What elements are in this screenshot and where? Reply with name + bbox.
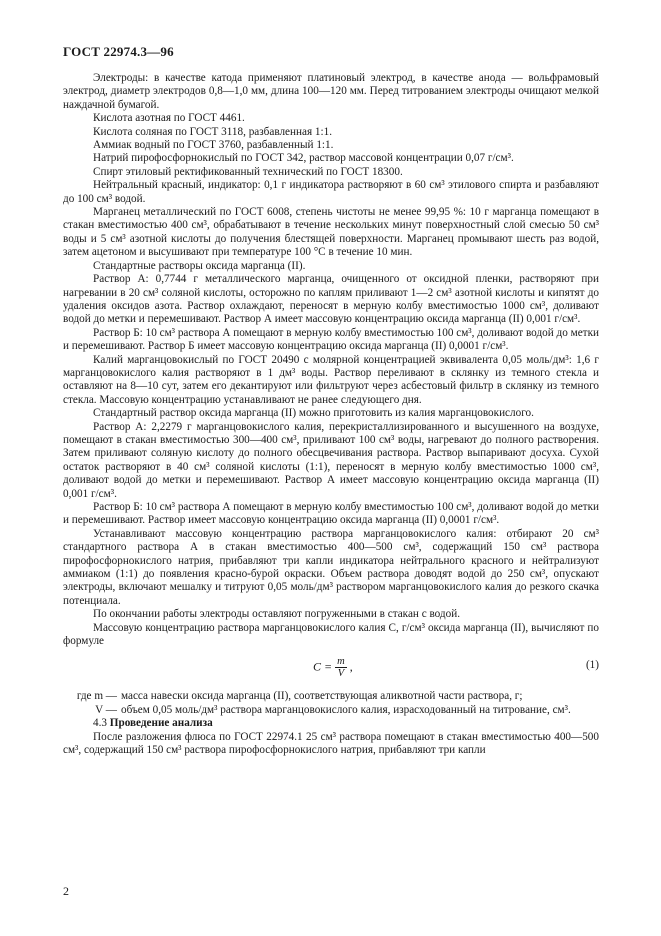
definition-text: объем 0,05 моль/дм³ раствора марганцовокислого калия, израсходованный на титрование, см³. <box>121 703 571 716</box>
paragraph: Устанавливают массовую концентрацию раствора марганцовокислого калия: отбирают 20 см³ стандартного раствора А в стакан вместимостью 400—500 см³, содержащий 150 см³ раствора пирофосфорнокислого натрия, прибавляют три капли индикатора нейтрального красного и нейтрализуют аммиаком (1:1) до появления красно-бурой окраски. Объем раствора доводят водой до 250 см³, опускают электроды, включают мешалку и титруют 0,05 моль/дм³ раствором марганцовокислого калия до резкого скачка потенциала. <box>63 527 599 607</box>
section-number: 4.3 <box>93 717 107 730</box>
paragraph: Раствор А: 2,2279 г марганцовокислого калия, перекристаллизированного и высушенного на воздухе, помещают в стакан вместимостью 300—400 см³, приливают 100 см³ воды, нагревают до полного растворения. Затем приливают соляную кислоту до полного обесцвечивания раствора. Раствор выпаривают досуха. Сухой остаток растворяют в 40 см³ соляной кислоты (1:1), переносят в мерную колбу вместимостью 1000 см³, доливают водой до метки и перемешивают. Раствор А имеет массовую концентрацию оксида марганца (II) 0,001 г/см³. <box>63 420 599 500</box>
paragraph: Калий марганцовокислый по ГОСТ 20490 с молярной концентрацией эквивалента 0,05 моль/дм³: 1,6 г марганцовокислого калия растворяют в 1 дм³ воды. Раствор переливают в склянку из темного стекла и оставляют на 8—10 сут, затем его декантируют или фильтруют через асбестовый фильтр в склянку из темного стекла. Массовую концентрацию устанавливают не ранее следующего дня. <box>63 353 599 406</box>
paragraph: Нейтральный красный, индикатор: 0,1 г индикатора растворяют в 60 см³ этилового спирта и разбавляют до 100 см³ водой. <box>63 179 599 205</box>
paragraph: Электроды: в качестве катода применяют платиновый электрод, в качестве анода — вольфрамовый электрод, диаметр электродов 0,8—1,0 мм, длина 100—120 мм. Перед титрованием электроды очищают мелкой наждачной бумагой. <box>63 72 599 111</box>
formula <box>313 656 353 679</box>
document-header: ГОСТ 22974.3—96 <box>63 44 174 59</box>
definition-row <box>63 704 599 717</box>
paragraph: Стандартный раствор оксида марганца (II) можно приготовить из калия марганцовокислого. <box>93 407 534 420</box>
equation-number: (1) <box>585 659 599 672</box>
paragraph: Массовую концентрацию раствора марганцовокислого калия С, г/см³ оксида марганца (II), вычисляют по формуле <box>63 621 599 648</box>
formula-lhs: C = <box>313 659 333 674</box>
formula-numerator: m <box>337 656 345 668</box>
paragraph: Раствор Б: 10 см³ раствора А помещают в мерную колбу вместимостью 100 см³, доливают водой до метки и перемешивают. Раствор имеет массовую концентрацию оксида марганца (II) 0,0001 г/см³. <box>63 501 599 527</box>
paragraph: Раствор Б: 10 см³ раствора А помещают в мерную колбу вместимостью 100 см³, доливают водой до метки и перемешивают. Раствор Б имеет массовую концентрацию оксида марганца (II) 0,0001 г/см³. <box>63 326 599 353</box>
definition-key: V — <box>95 703 117 716</box>
formula-denominator: V <box>337 668 345 680</box>
document-body <box>63 72 599 758</box>
definition-key: где m — <box>76 690 117 703</box>
formula-tail: , <box>349 659 353 674</box>
paragraph: Спирт этиловый ректификованный технический по ГОСТ 18300. <box>93 165 403 178</box>
variable-definitions <box>63 690 599 717</box>
page-number: 2 <box>63 884 69 898</box>
paragraph: Раствор А: 0,7744 г металлического марганца, очищенного от оксидной пленки, растворяют при нагревании в 20 см³ соляной кислоты, осторожно по каплям приливают 1—2 см³ азотной кислоты и кипятят до удаления оксидов азота. Раствор охлаждают, переносят в мерную колбу вместимостью 1000 см³, доливают водой до метки и перемешивают. Раствор А имеет массовую концентрацию оксида марганца (II) 0,001 г/см³. <box>63 273 599 326</box>
paragraph: Натрий пирофосфорнокислый по ГОСТ 342, раствор массовой концентрации 0,07 г/см³. <box>93 152 514 165</box>
paragraph: Марганец металлический по ГОСТ 6008, степень чистоты не менее 99,95 %: 10 г марганца помещают в стакан вместимостью 400 см³, обрабатывают в течение нескольких минут поверхностный слой смесью 50 см³ воды и 5 см³ азотной кислоты до получения блестящей поверхности. Марганец промывают шесть раз водой, затем ацетоном и высушивают при температуре 100 °С в течение 10 мин. <box>63 206 599 259</box>
definition-row <box>63 690 599 703</box>
paragraph: Стандартные растворы оксида марганца (II). <box>93 259 306 272</box>
paragraph: Кислота азотная по ГОСТ 4461. <box>93 112 245 125</box>
section-title: Проведение анализа <box>109 717 213 730</box>
definition-text: масса навески оксида марганца (II), соответствующая аликвотной части раствора, г; <box>121 690 523 703</box>
paragraph: После разложения флюса по ГОСТ 22974.1 25 см³ раствора помещают в стакан вместимостью 400—500 см³, содержащий 150 см³ раствора пирофосфорнокислого натрия, прибавляют три капли <box>63 730 599 757</box>
formula-fraction <box>335 656 347 679</box>
section-heading <box>63 717 599 730</box>
formula-row <box>63 650 599 684</box>
paragraph: По окончании работы электроды оставляют погруженными в стакан с водой. <box>93 608 461 621</box>
paragraph: Кислота соляная по ГОСТ 3118, разбавленная 1:1. <box>93 125 332 138</box>
paragraph: Аммиак водный по ГОСТ 3760, разбавленный 1:1. <box>93 139 334 152</box>
